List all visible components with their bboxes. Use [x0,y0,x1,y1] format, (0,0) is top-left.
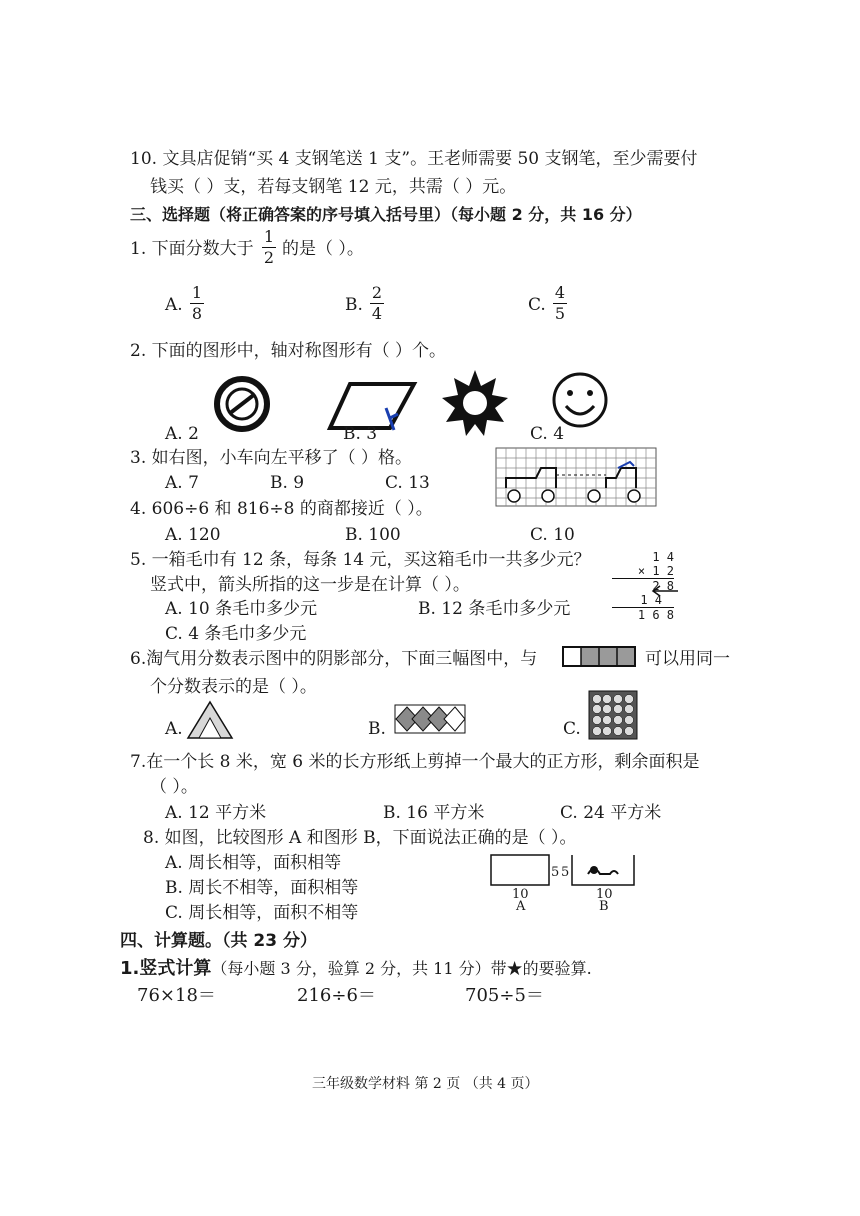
sun-figure [440,368,510,438]
q1-option-b-label: B. [345,295,363,315]
smiley-figure [550,370,610,430]
q6-line1b: 可以用同一 [645,649,730,669]
q10-line2: 钱买（ ）支，若每支钢笔 12 元，共需（ ）元。 [150,177,517,197]
figure-a-height: 5 [551,865,560,880]
q8-option-a: A. 周长相等，面积相等 [165,853,342,873]
figure-a-label: A [516,899,526,914]
q8-option-b: B. 周长不相等，面积相等 [165,878,359,898]
q10-line1: 10. 文具店促销“买 4 支钢笔送 1 支”。王老师需要 50 支钢笔，至少需要付 [130,149,698,169]
figure-b-width: 10 [596,887,613,902]
q5-line1: 5. 一箱毛巾有 12 条，每条 14 元，买这箱毛巾一共多少元？ [130,550,591,570]
sub1-bold-title: 竖式计算 [139,958,212,979]
triangle-figure [186,700,234,740]
q6-option-a: A. [165,719,183,739]
expression-1: 76×18＝ [137,985,216,1006]
q5-option-a: A. 10 条毛巾多少元 [165,599,318,619]
sub1-number: 1. [120,958,140,979]
q1-option-c-label: C. [528,295,546,315]
q7-option-b: B. 16 平方米 [383,803,485,823]
section4-sub1 [120,958,592,980]
q5-line2: 竖式中，箭头所指的这一步是在计算（ ）。 [150,575,470,595]
q2-text: 2. 下面的图形中，轴对称图形有（ ）个。 [130,341,447,361]
expression-3: 705÷5＝ [465,985,544,1006]
q3-option-b: B. 9 [270,473,305,493]
figure-b-height: 5 [561,865,570,880]
q8-option-c: C. 周长相等，面积不相等 [165,903,359,923]
q3-option-a: A. 7 [165,473,199,493]
q1-suffix: 的是（ ）。 [282,239,364,259]
q8-text: 8. 如图，比较图形 A 和图形 B，下面说法正确的是（ ）。 [143,828,577,848]
q1-fraction: 1 2 [263,227,275,267]
figure-a-width: 10 [512,887,529,902]
expression-2: 216÷6＝ [297,985,376,1006]
q4-text: 4. 606÷6 和 816÷8 的商都接近（ ）。 [130,499,433,519]
q5-option-b: B. 12 条毛巾多少元 [418,599,571,619]
q3-text: 3. 如右图，小车向左平移了（ ）格。 [130,448,413,468]
q1-prefix: 1. 下面分数大于 [130,239,254,259]
page-footer: 三年级数学材料 第 2 页 （共 4 页） [312,1076,539,1092]
diamonds-figure [394,704,466,734]
sub1-instructions: （每小题 3 分，验算 2 分，共 11 分）带★的要验算. [211,959,592,978]
q7-line2: （ ）。 [150,777,198,797]
q4-option-b: B. 100 [345,525,401,545]
q5-option-c: C. 4 条毛巾多少元 [165,624,307,644]
q7-option-a: A. 12 平方米 [165,803,267,823]
figure-b-shape [570,854,642,886]
shaded-bar-figure [562,646,638,668]
calc-partial-2: 1 4 [612,593,674,608]
q6-line2: 个分数表示的是（ ）。 [150,677,317,697]
circles-grid-figure [588,690,638,740]
arrow-left-icon [650,585,680,597]
figure-a-rectangle [490,854,550,886]
calc-top: 1 4 [652,550,674,564]
q6-option-b: B. [368,719,386,739]
q3-option-c: C. 13 [385,473,430,493]
calc-partial-1: 2 8 [652,579,674,593]
no-symbol-figure [212,374,272,434]
section3-title: 三、选择题（将正确答案的序号填入括号里）（每小题 2 分，共 16 分） [130,205,642,224]
section4-title: 四、计算题。（共 23 分） [120,931,317,951]
q4-option-c: C. 10 [530,525,575,545]
q7-option-c: C. 24 平方米 [560,803,662,823]
figure-b-label: B [599,899,609,914]
q1-option-a-fraction: 1 8 [191,283,203,323]
q2-option-a: A. 2 [165,424,199,444]
q1-option-c-fraction: 4 5 [554,283,566,323]
car-grid-figure [496,448,658,508]
q4-option-a: A. 120 [165,525,221,545]
q6-line1a: 6.淘气用分数表示图中的阴影部分，下面三幅图中，与 [130,649,538,669]
q6-option-c: C. [563,719,581,739]
q1-option-b-fraction: 2 4 [371,283,383,323]
calc-result: 1 6 8 [637,608,674,622]
q7-line1: 7.在一个长 8 米，宽 6 米的长方形纸上剪掉一个最大的正方形，剩余面积是 [130,752,700,772]
q2-option-c: C. 4 [530,424,565,444]
q2-option-b: B. 3 [343,424,378,444]
q1-option-a-label: A. [165,295,183,315]
calc-multiplier: × 1 2 [612,564,674,579]
